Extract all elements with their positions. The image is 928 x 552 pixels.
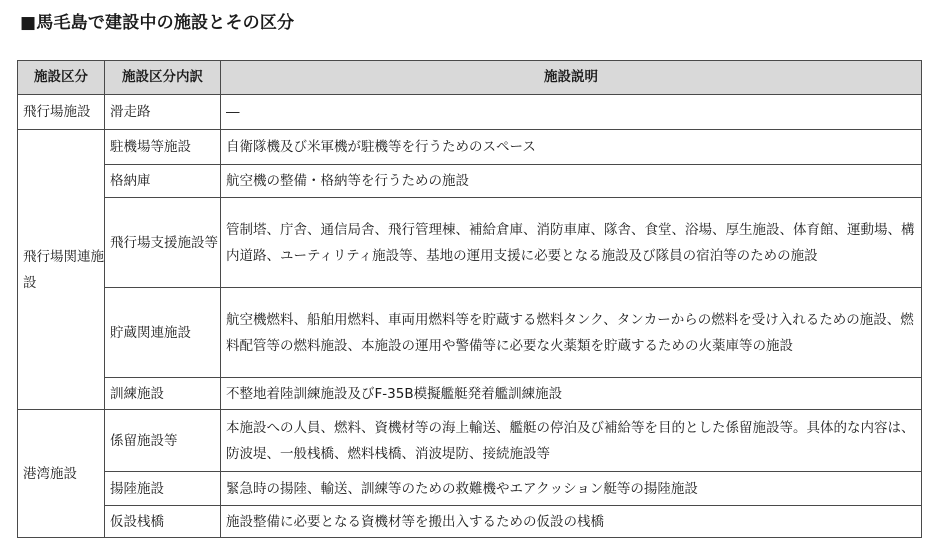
subcategory-cell: 貯蔵関連施設 (105, 288, 221, 378)
category-cell: 港湾施設 (18, 410, 105, 538)
description-cell: 航空機燃料、船舶用燃料、車両用燃料等を貯蔵する燃料タンク、タンカーからの燃料を受け入れるための施設、燃料配管等の燃料施設、本施設の運用や警備等に必要な火薬類を貯蔵するための火薬庫等の施設 (221, 288, 922, 378)
subcategory-cell: 格納庫 (105, 165, 221, 198)
description-cell: 施設整備に必要となる資機材等を搬出入するための仮設の桟橋 (221, 506, 922, 538)
description-cell: 管制塔、庁舎、通信局舎、飛行管理棟、補給倉庫、消防車庫、隊舎、食堂、浴場、厚生施設、体育館、運動場、構内道路、ユーティリティ施設等、基地の運用支援に必要となる施設及び隊員の宿泊等のための施設 (221, 198, 922, 288)
subcategory-cell: 訓練施設 (105, 378, 221, 410)
subcategory-cell: 仮設桟橋 (105, 506, 221, 538)
table-row (18, 130, 922, 165)
subcategory-cell: 飛行場支援施設等 (105, 198, 221, 288)
header-category: 施設区分 (18, 61, 105, 95)
description-cell: 自衛隊機及び米軍機が駐機等を行うためのスペース (221, 130, 922, 165)
category-cell: 飛行場関連施設 (18, 130, 105, 410)
table-row (18, 410, 922, 472)
description-cell: 航空機の整備・格納等を行うための施設 (221, 165, 922, 198)
category-cell: 飛行場施設 (18, 95, 105, 130)
table-row (18, 378, 922, 410)
header-description: 施設説明 (221, 61, 922, 95)
facility-table (17, 60, 922, 538)
page-title: ■馬毛島で建設中の施設とその区分 (20, 13, 295, 33)
table-row (18, 288, 922, 378)
table-row (18, 472, 922, 506)
table-row (18, 165, 922, 198)
header-subcategory: 施設区分内訳 (105, 61, 221, 95)
table-header-row (18, 61, 922, 95)
table-row (18, 506, 922, 538)
table-row (18, 95, 922, 130)
subcategory-cell: 係留施設等 (105, 410, 221, 472)
description-cell: ― (221, 95, 922, 130)
subcategory-cell: 駐機場等施設 (105, 130, 221, 165)
subcategory-cell: 揚陸施設 (105, 472, 221, 506)
table-row (18, 198, 922, 288)
description-cell: 本施設への人員、燃料、資機材等の海上輸送、艦艇の停泊及び補給等を目的とした係留施設等。具体的な内容は、防波堤、一般桟橋、燃料桟橋、消波堤防、接続施設等 (221, 410, 922, 472)
description-cell: 不整地着陸訓練施設及びF-35B模擬艦艇発着艦訓練施設 (221, 378, 922, 410)
subcategory-cell: 滑走路 (105, 95, 221, 130)
description-cell: 緊急時の揚陸、輸送、訓練等のための救難機やエアクッション艇等の揚陸施設 (221, 472, 922, 506)
